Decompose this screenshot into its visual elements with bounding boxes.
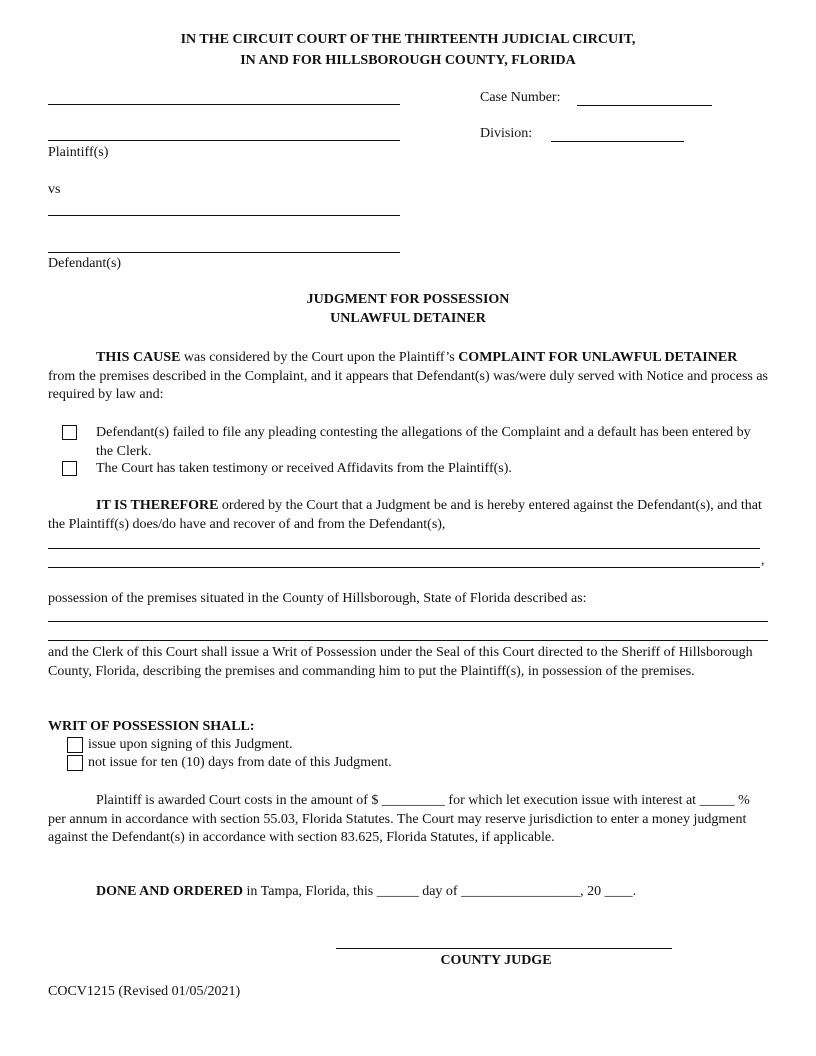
plaintiff-name-line-1[interactable] [48,104,400,105]
judge-signature-line[interactable] [336,948,672,949]
recover-line-comma: , [761,553,765,568]
intro-text-2: from the premises described in the Complaint, and it appears that Defendant(s) was/were duly served with Notice and process as required by law and: [48,368,769,402]
default-checkbox[interactable] [62,425,77,440]
done-and-ordered-bold: DONE AND ORDERED [96,884,244,899]
document-title-line1: JUDGMENT FOR POSSESSION [306,292,510,307]
complaint-bold: COMPLAINT FOR UNLAWFUL DETAINER [458,350,738,365]
division-field[interactable] [551,141,684,142]
court-header-line2: IN AND FOR HILLSBOROUGH COUNTY, FLORIDA [240,53,576,68]
writ-issue-upon-signing-checkbox[interactable] [67,737,83,753]
plaintiffs-label: Plaintiff(s) [48,145,109,160]
writ-heading: WRIT OF POSSESSION SHALL: [48,719,255,734]
document-title-line2: UNLAWFUL DETAINER [330,311,486,326]
it-is-therefore-bold: IT IS THEREFORE [96,498,219,513]
testimony-finding-text: The Court has taken testimony or received Affidavits from the Plaintiff(s). [96,461,512,476]
testimony-checkbox[interactable] [62,461,77,476]
county-judge-label: COUNTY JUDGE [440,953,552,968]
vs-label: vs [48,182,61,197]
intro-paragraph [48,349,768,405]
writ-issue-upon-signing-label: issue upon signing of this Judgment. [88,737,293,752]
premises-description-line-2[interactable] [48,640,768,641]
this-cause-bold: THIS CAUSE [96,350,181,365]
form-id-footer: COCV1215 (Revised 01/05/2021) [48,984,241,999]
case-number-label: Case Number: [480,90,561,105]
order-text: ordered by the Court that a Judgment be and is hereby entered against the Defendant(s), and that the Plaintiff(s) does/do have and recover of and from the Defendant(s), [48,498,762,532]
recover-from-line-2[interactable] [48,567,760,568]
premises-text: possession of the premises situated in the County of Hillsborough, State of Florida described as: [48,591,587,606]
premises-description-line-1[interactable] [48,621,768,622]
default-finding-text: Defendant(s) failed to file any pleading contesting the allegations of the Complaint and a default has been entered by the Clerk. [96,425,751,459]
defendants-label: Defendant(s) [48,256,122,271]
defendant-name-line-1[interactable] [48,215,400,216]
writ-not-issue-ten-days-checkbox[interactable] [67,755,83,771]
intro-text-1: was considered by the Court upon the Plaintiff’s [180,350,459,365]
court-header-line1: IN THE CIRCUIT COURT OF THE THIRTEENTH JUDICIAL CIRCUIT, [180,32,636,47]
costs-paragraph: Plaintiff is awarded Court costs in the amount of $ _________ for which let execution issue with interest at _____ % per annum in accordance with section 55.03, Florida Statutes. The Court may reserve jurisdiction to enter a money judgment against the Defendant(s) in accordance with section 83.625, Florida Statutes, if applicable. [48,793,750,845]
done-and-ordered-text: in Tampa, Florida, this ______ day of _________________, 20 ____. [243,884,637,899]
writ-not-issue-ten-days-label: not issue for ten (10) days from date of this Judgment. [88,755,392,770]
plaintiff-name-line-2[interactable] [48,140,400,141]
done-and-ordered-line [96,884,636,900]
order-paragraph [48,497,768,534]
case-number-field[interactable] [577,105,712,106]
division-label: Division: [480,126,533,141]
recover-from-line-1[interactable] [48,548,760,549]
defendant-name-line-2[interactable] [48,252,400,253]
clerk-paragraph: and the Clerk of this Court shall issue a Writ of Possession under the Seal of this Court directed to the Sheriff of Hillsborough County, Florida, describing the premises and commanding him to put the Plaintiff(s), in possession of the premises. [48,645,753,679]
